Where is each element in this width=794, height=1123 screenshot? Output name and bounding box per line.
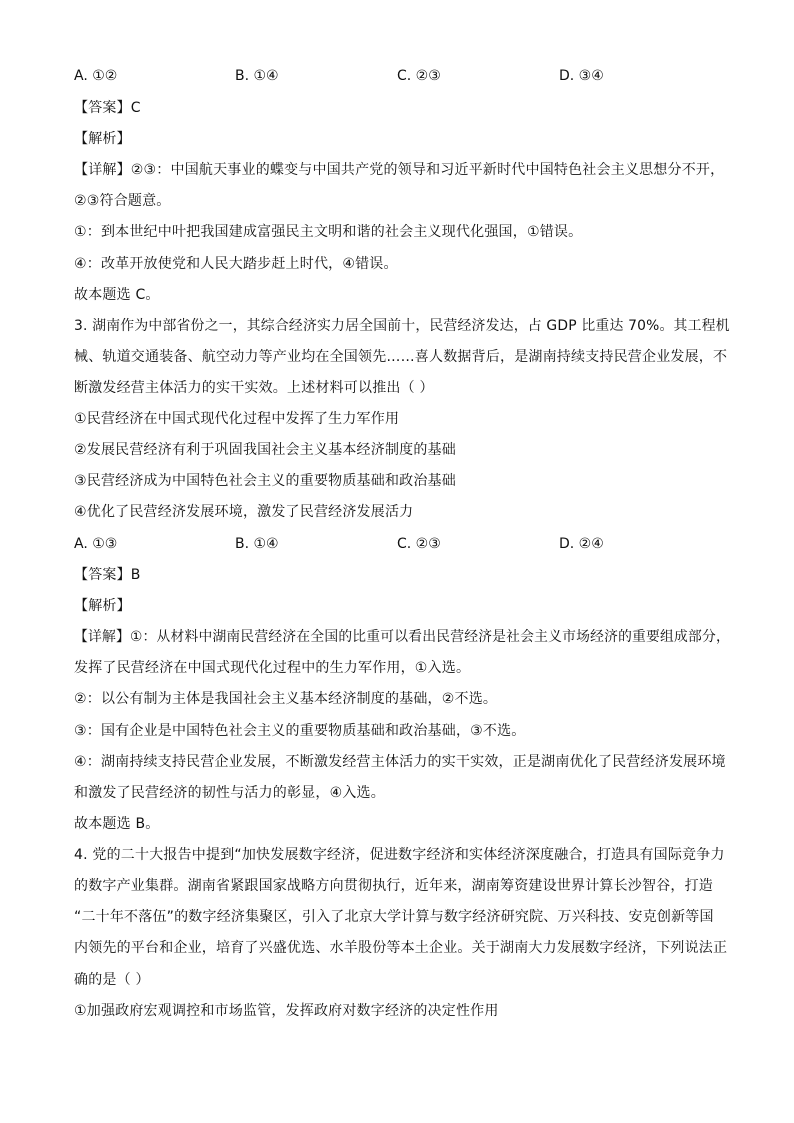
q3-option-d: D. ②④: [559, 536, 604, 552]
q2-option-a: A. ①②: [74, 68, 118, 84]
q3-statement: ①民营经济在中国式现代化过程中发挥了生力军作用: [74, 411, 400, 427]
q3-option-b: B. ①④: [235, 536, 279, 552]
q4-stem-line: “二十年不落伍”的数字经济集聚区，引入了北京大学计算与数字经济研究院、万兴科技、安克创新等国: [74, 909, 714, 925]
q2-detail-line: ①：到本世纪中叶把我国建成富强民主文明和谐的社会主义现代化强国，①错误。: [74, 224, 583, 240]
q2-detail-line: ②③符合题意。: [74, 193, 171, 209]
q2-detail-line: 【详解】②③：中国航天事业的蝶变与中国共产党的领导和习近平新时代中国特色社会主义思想分不开，: [74, 162, 725, 178]
q3-stem-line: 械、轨道交通装备、航空动力等产业均在全国领先……喜人数据背后，是湖南持续支持民营企业发展，不: [74, 349, 728, 365]
q2-option-d: D. ③④: [559, 68, 604, 84]
q3-analysis-heading: 【解析】: [74, 598, 131, 614]
q4-stem-line: 内领先的平台和企业，培育了兴盛优选、水羊股份等本土企业。关于湖南大力发展数字经济，下列说法正: [74, 940, 728, 956]
q3-statement: ④优化了民营经济发展环境，激发了民营经济发展活力: [74, 504, 414, 520]
q4-stem-line: 确的是（ ）: [74, 972, 150, 988]
q3-detail-line: 发挥了民营经济在中国式现代化过程中的生力军作用，①入选。: [74, 660, 471, 676]
q3-detail-line: 和激发了民营经济的韧性与活力的彰显，④入选。: [74, 785, 385, 801]
q3-detail-line: 故本题选 B。: [74, 816, 160, 832]
q3-statement: ②发展民营经济有利于巩固我国社会主义基本经济制度的基础: [74, 442, 456, 458]
q3-detail-line: 【详解】①：从材料中湖南民营经济在全国的比重可以看出民营经济是社会主义市场经济的重要组成部分，: [74, 629, 730, 645]
q3-option-c: C. ②③: [397, 536, 441, 552]
q3-detail-line: ②：以公有制为主体是我国社会主义基本经济制度的基础，②不选。: [74, 691, 498, 707]
q3-statement: ③民营经济成为中国特色社会主义的重要物质基础和政治基础: [74, 473, 456, 489]
q2-detail-line: ④：改革开放使党和人民大踏步赶上时代，④错误。: [74, 256, 398, 272]
q3-detail-line: ④：湖南持续支持民营企业发展，不断激发经营主体活力的实干实效，正是湖南优化了民营经济发展环境: [74, 754, 726, 770]
q3-stem-line: 3. 湖南作为中部省份之一，其综合经济实力居全国前十，民营经济发达，占 GDP 比重达 70%。其工程机: [74, 318, 730, 334]
q2-option-c: C. ②③: [397, 68, 441, 84]
q3-stem-line: 断激发经营主体活力的实干实效。上述材料可以推出（ ）: [74, 380, 434, 396]
q3-detail-line: ③：国有企业是中国特色社会主义的重要物质基础和政治基础，③不选。: [74, 723, 526, 739]
q4-stem-line: 的数字产业集群。湖南省紧跟国家战略方向贯彻执行，近年来，湖南筹资建设世界计算长沙智谷，打造: [74, 878, 713, 894]
q3-options: [74, 535, 734, 553]
q2-detail-line: 故本题选 C。: [74, 287, 160, 303]
q4-statement: ①加强政府宏观调控和市场监管，发挥政府对数字经济的决定性作用: [74, 1003, 499, 1019]
q3-option-a: A. ①③: [74, 536, 118, 552]
q3-answer: 【答案】B: [74, 567, 141, 583]
q2-answer: 【答案】C: [74, 100, 141, 116]
q2-options: [74, 67, 734, 85]
q2-analysis-heading: 【解析】: [74, 131, 131, 147]
q2-option-b: B. ①④: [235, 68, 279, 84]
q4-stem-line: 4. 党的二十大报告中提到“加快发展数字经济，促进数字经济和实体经济深度融合，打造具有国际竞争力: [74, 847, 725, 863]
